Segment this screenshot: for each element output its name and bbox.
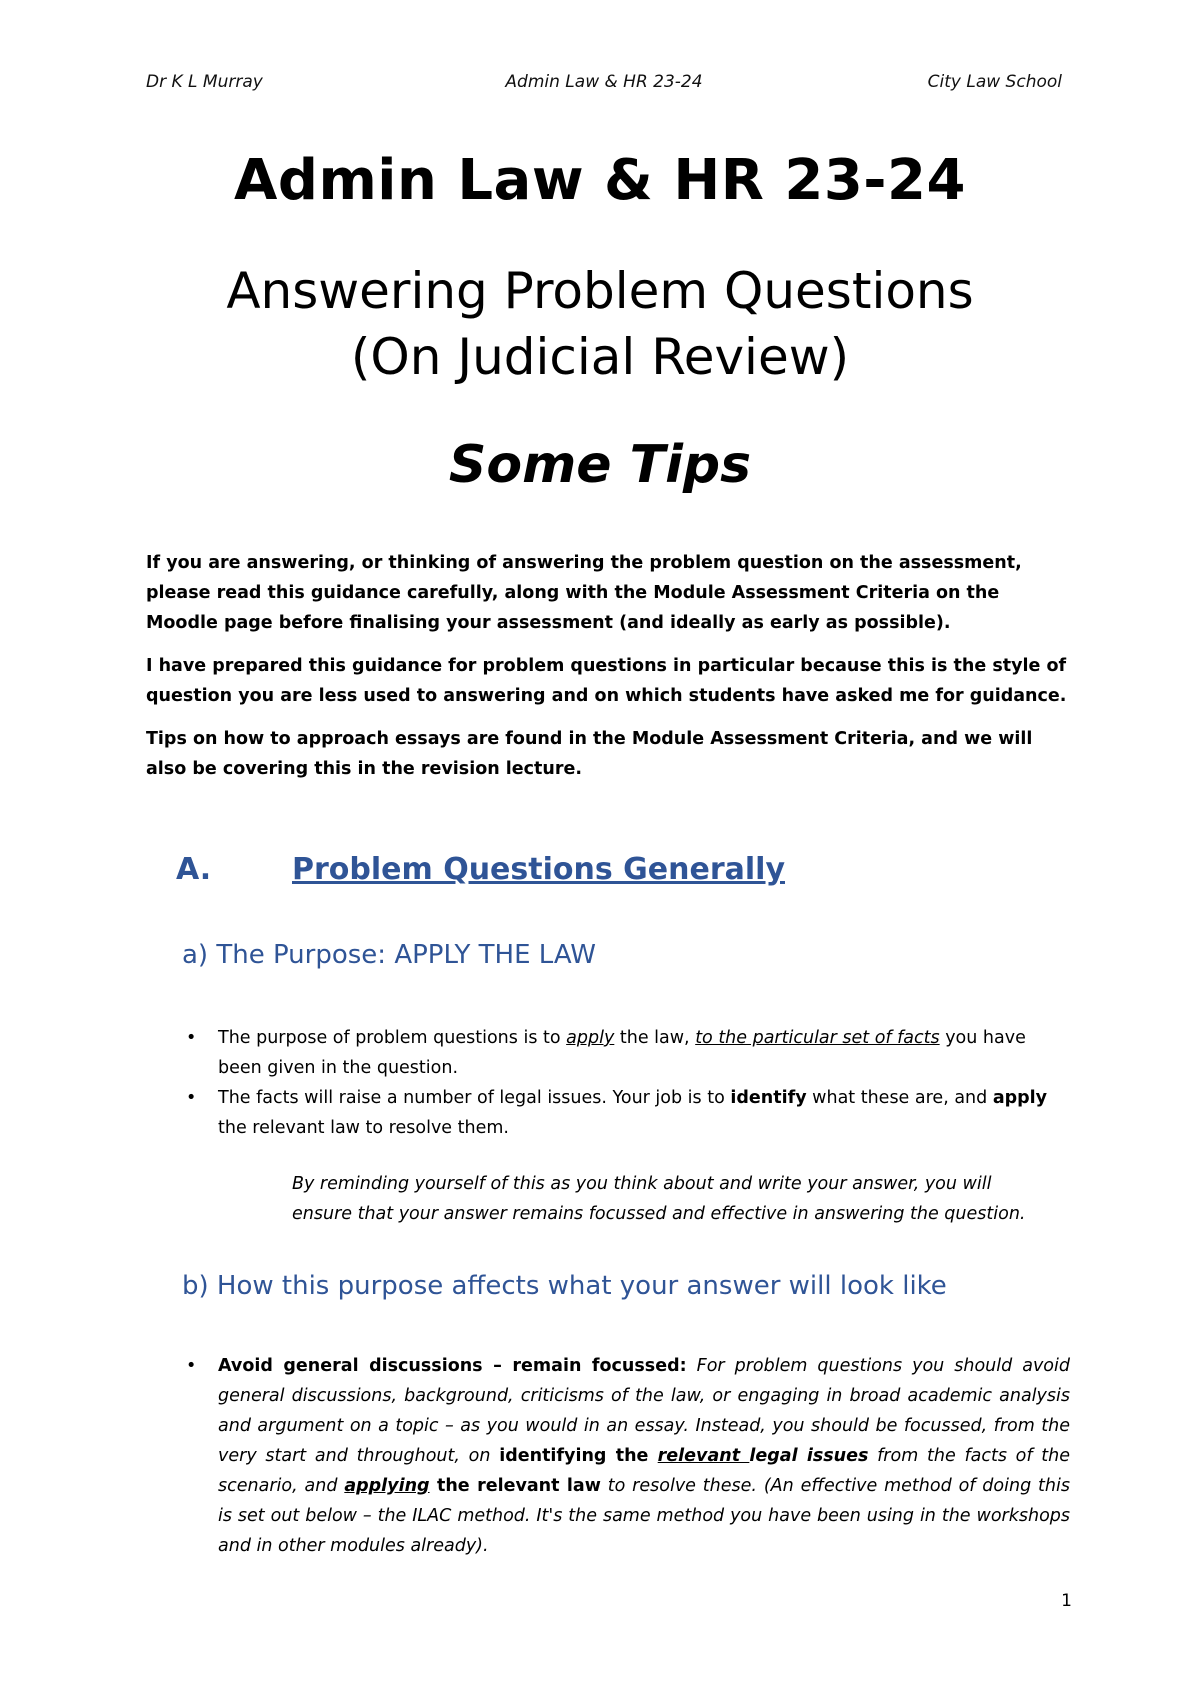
emphasis-identify: identify (730, 1088, 807, 1108)
emphasis-apply: apply (992, 1088, 1048, 1108)
bullet-icon: • (186, 1356, 197, 1376)
section-a-letter: A. (176, 852, 212, 887)
emphasis-relevant: relevant (657, 1446, 750, 1466)
header-school: City Law School (927, 72, 1062, 92)
header-author: Dr K L Murray (146, 72, 263, 92)
emphasis-identifying: identifying the (499, 1446, 658, 1466)
header-course: Admin Law & HR 23-24 (505, 72, 703, 92)
intro-block (146, 548, 1070, 797)
text-run: the relevant law to resolve them. (218, 1118, 509, 1138)
subtitle-line-2: (On Judicial Review) (350, 328, 850, 386)
text-run: The facts will raise a number of legal issues. Your job is to (218, 1088, 731, 1108)
subsection-a-heading: a) The Purpose: APPLY THE LAW (182, 940, 596, 970)
bullet-icon: • (186, 1028, 197, 1048)
bullet-lead: Avoid general discussions – remain focussed: (218, 1356, 687, 1376)
reminder-note (292, 1169, 1063, 1229)
text-run: to resolve these. (An effective method of doing this is set out below – the ILAC method. It's the same method you have been using in the workshops and in other modules already). (218, 1476, 1070, 1556)
list-item (186, 1083, 1070, 1143)
text-run: the law, (614, 1028, 696, 1048)
emphasis-applying: applying (344, 1476, 430, 1496)
list-item (186, 1351, 1070, 1561)
subsection-b-heading: b) How this purpose affects what your answer will look like (182, 1271, 947, 1301)
list-item (186, 1023, 1070, 1083)
text-run: The purpose of problem questions is to (218, 1028, 567, 1048)
emphasis-apply: apply (566, 1028, 615, 1048)
emphasis-legal-issues: legal issues (749, 1446, 869, 1466)
answer-shape-bullet-list (186, 1351, 1070, 1561)
intro-paragraph-3: Tips on how to approach essays are found in the Module Assessment Criteria, and we will also be covering this in the revision lecture. (146, 729, 1033, 779)
text-run: what these are, and (806, 1088, 993, 1108)
text-run: from the facts of the scenario, and (218, 1446, 1070, 1496)
running-header (146, 72, 1062, 98)
purpose-bullet-list (186, 1023, 1070, 1143)
bullet-icon: • (186, 1088, 197, 1108)
note-line-1: By reminding yourself of this as you think about and write your answer, you will (292, 1174, 992, 1194)
section-a-heading (176, 852, 1076, 887)
document-tagline: Some Tips (448, 435, 752, 495)
text-run: For problem questions you should avoid general discussions, background, criticisms of the law, or engaging in broad academic analysis and argument on a topic – as you would in an essay. Instead, you should be focussed, from the very start and throughout, on (218, 1356, 1070, 1466)
document-title: Admin Law & HR 23-24 (234, 148, 966, 213)
note-line-2: ensure that your answer remains focussed and effective in answering the question. (292, 1204, 1026, 1224)
section-a-title: Problem Questions Generally (292, 852, 785, 887)
intro-paragraph-1: If you are answering, or thinking of answering the problem question on the assessment, please read this guidance carefully, along with the Module Assessment Criteria on the Moodle page before finalising your assessment (and ideally as early as possible). (146, 553, 1022, 633)
subtitle-line-1: Answering Problem Questions (226, 262, 974, 320)
text-run: you have been given in the question. (218, 1028, 1026, 1078)
intro-paragraph-2: I have prepared this guidance for problem questions in particular because this is the style of question you are less used to answering and on which students have asked me for guidance. (146, 656, 1067, 706)
emphasis-facts: to the particular set of facts (695, 1028, 940, 1048)
document-subtitle (0, 258, 1200, 390)
page-number: 1 (1061, 1591, 1072, 1611)
emphasis-relevant-law: the relevant law (429, 1476, 601, 1496)
